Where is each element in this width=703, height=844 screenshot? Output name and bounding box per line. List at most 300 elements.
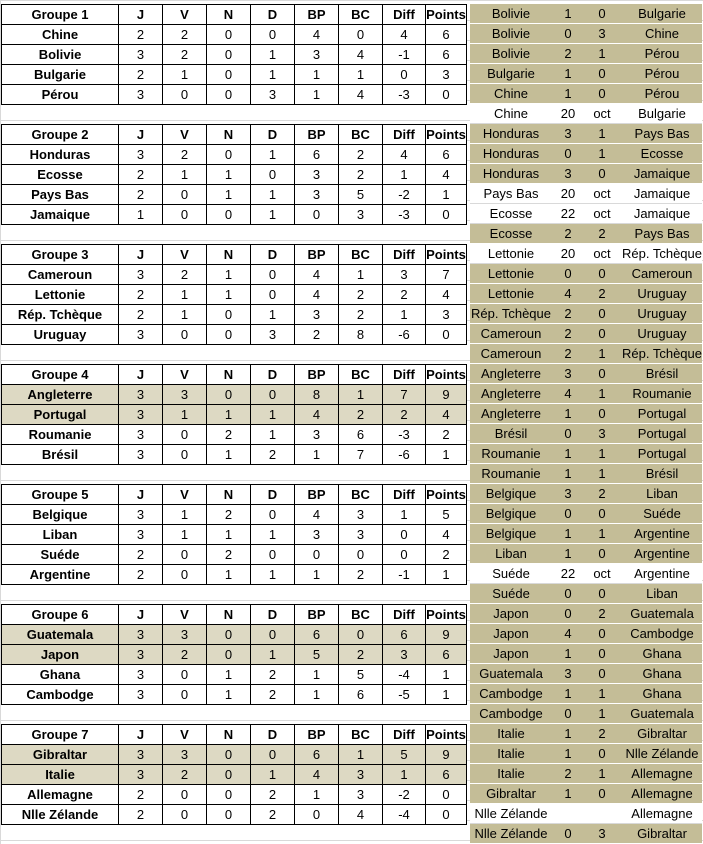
stat-cell[interactable]: 4 [383, 25, 426, 45]
team-name[interactable]: Nlle Zélande [2, 805, 119, 825]
column-header[interactable]: BP [295, 365, 339, 385]
away-team[interactable]: Bulgarie [638, 106, 686, 121]
stat-cell[interactable]: 2 [207, 425, 251, 445]
stat-cell[interactable]: 0 [163, 805, 207, 825]
home-team[interactable]: Chine [494, 106, 528, 121]
stat-cell[interactable]: 3 [119, 325, 163, 345]
home-team[interactable]: Roumanie [481, 466, 541, 481]
home-team[interactable]: Italie [497, 726, 525, 741]
stat-cell[interactable]: 1 [383, 165, 426, 185]
away-score[interactable]: 3 [598, 426, 606, 441]
stat-cell[interactable]: 0 [339, 25, 383, 45]
home-score[interactable]: 20 [560, 246, 576, 261]
home-team[interactable]: Lettonie [487, 286, 535, 301]
stat-cell[interactable]: -3 [383, 85, 426, 105]
home-team[interactable]: Cameroun [480, 326, 542, 341]
away-team[interactable]: Roumanie [632, 386, 692, 401]
team-name[interactable]: Ghana [2, 665, 119, 685]
stat-cell[interactable]: 3 [119, 765, 163, 785]
stat-cell[interactable]: 0 [251, 625, 295, 645]
stat-cell[interactable]: 2 [119, 805, 163, 825]
stat-cell[interactable]: 0 [207, 85, 251, 105]
stat-cell[interactable]: 1 [163, 405, 207, 425]
stat-cell[interactable]: 0 [207, 325, 251, 345]
home-team[interactable]: Honduras [482, 126, 540, 141]
stat-cell[interactable]: 3 [119, 45, 163, 65]
home-team[interactable]: Belgique [485, 506, 537, 521]
stat-cell[interactable]: 3 [119, 645, 163, 665]
away-score[interactable]: 1 [598, 686, 606, 701]
stat-cell[interactable]: 2 [426, 545, 467, 565]
home-team[interactable]: Liban [495, 546, 527, 561]
stat-cell[interactable]: 1 [295, 565, 339, 585]
team-name[interactable]: Argentine [2, 565, 119, 585]
team-name[interactable]: Ecosse [2, 165, 119, 185]
team-name[interactable]: Gibraltar [2, 745, 119, 765]
home-team[interactable]: Gibraltar [486, 786, 536, 801]
stat-cell[interactable]: 6 [426, 645, 467, 665]
stat-cell[interactable]: -1 [383, 565, 426, 585]
column-header[interactable]: Points [426, 365, 467, 385]
home-score[interactable]: 2 [564, 346, 572, 361]
stat-cell[interactable]: 2 [207, 545, 251, 565]
stat-cell[interactable]: 1 [339, 65, 383, 85]
team-name[interactable]: Portugal [2, 405, 119, 425]
column-header[interactable]: Points [426, 245, 467, 265]
home-score[interactable]: 20 [560, 106, 576, 121]
away-score[interactable]: oct [593, 246, 611, 261]
stat-cell[interactable]: 0 [207, 45, 251, 65]
stat-cell[interactable]: 0 [163, 425, 207, 445]
stat-cell[interactable]: 3 [119, 685, 163, 705]
column-header[interactable]: V [163, 605, 207, 625]
stat-cell[interactable]: 7 [339, 445, 383, 465]
home-score[interactable]: 2 [564, 306, 572, 321]
stat-cell[interactable]: 2 [119, 545, 163, 565]
column-header[interactable]: V [163, 485, 207, 505]
column-header[interactable]: Points [426, 605, 467, 625]
column-header[interactable]: Points [426, 485, 467, 505]
home-team[interactable]: Suéde [492, 586, 530, 601]
away-score[interactable]: 0 [598, 66, 606, 81]
stat-cell[interactable]: 2 [163, 765, 207, 785]
stat-cell[interactable]: 2 [339, 305, 383, 325]
stat-cell[interactable]: 0 [207, 385, 251, 405]
away-team[interactable]: Portugal [637, 446, 687, 461]
column-header[interactable]: Points [426, 5, 467, 25]
stat-cell[interactable]: 1 [383, 305, 426, 325]
column-header[interactable]: BP [295, 125, 339, 145]
home-score[interactable]: 1 [564, 746, 572, 761]
home-team[interactable]: Italie [497, 766, 525, 781]
away-team[interactable]: Allemagne [631, 806, 693, 821]
away-score[interactable]: 0 [598, 6, 606, 21]
home-team[interactable]: Suéde [492, 566, 530, 581]
stat-cell[interactable]: 6 [383, 625, 426, 645]
away-team[interactable]: Allemagne [631, 766, 693, 781]
stat-cell[interactable]: 3 [119, 445, 163, 465]
column-header[interactable]: J [119, 5, 163, 25]
home-score[interactable]: 22 [560, 566, 576, 581]
stat-cell[interactable]: 1 [426, 185, 467, 205]
away-score[interactable]: oct [593, 206, 611, 221]
home-score[interactable]: 4 [564, 286, 572, 301]
stat-cell[interactable]: 1 [251, 405, 295, 425]
home-team[interactable]: Honduras [482, 146, 540, 161]
stat-cell[interactable]: 3 [163, 745, 207, 765]
stat-cell[interactable]: 6 [426, 145, 467, 165]
away-team[interactable]: Argentine [634, 546, 690, 561]
stat-cell[interactable]: 1 [207, 685, 251, 705]
column-header[interactable]: Diff [383, 725, 426, 745]
home-team[interactable]: Nlle Zélande [474, 806, 548, 821]
team-name[interactable]: Pérou [2, 85, 119, 105]
away-score[interactable]: 3 [598, 826, 606, 841]
stat-cell[interactable]: 0 [339, 545, 383, 565]
stat-cell[interactable]: 4 [295, 25, 339, 45]
stat-cell[interactable]: 4 [426, 405, 467, 425]
stat-cell[interactable]: 2 [119, 185, 163, 205]
home-team[interactable]: Angleterre [481, 366, 541, 381]
stat-cell[interactable]: 2 [119, 305, 163, 325]
column-header[interactable]: N [207, 125, 251, 145]
home-team[interactable]: Lettonie [487, 266, 535, 281]
away-team[interactable]: Gibraltar [637, 726, 687, 741]
away-team[interactable]: Guatemala [630, 706, 694, 721]
away-team[interactable]: Bulgarie [638, 6, 686, 21]
stat-cell[interactable]: 2 [339, 145, 383, 165]
stat-cell[interactable]: 2 [163, 145, 207, 165]
stat-cell[interactable]: 2 [383, 405, 426, 425]
stat-cell[interactable]: 3 [119, 265, 163, 285]
stat-cell[interactable]: 9 [426, 745, 467, 765]
team-name[interactable]: Roumanie [2, 425, 119, 445]
stat-cell[interactable]: 4 [339, 45, 383, 65]
home-score[interactable]: 1 [564, 526, 572, 541]
stat-cell[interactable]: 5 [339, 185, 383, 205]
stat-cell[interactable]: 3 [163, 385, 207, 405]
away-score[interactable]: 2 [598, 606, 606, 621]
home-score[interactable]: 0 [564, 266, 572, 281]
away-score[interactable]: 0 [598, 586, 606, 601]
home-score[interactable]: 22 [560, 206, 576, 221]
away-team[interactable]: Uruguay [637, 326, 687, 341]
stat-cell[interactable]: 1 [207, 565, 251, 585]
away-score[interactable]: 2 [598, 226, 606, 241]
team-name[interactable]: Angleterre [2, 385, 119, 405]
stat-cell[interactable]: 9 [426, 625, 467, 645]
away-score[interactable]: 0 [598, 306, 606, 321]
stat-cell[interactable]: 4 [295, 285, 339, 305]
home-team[interactable]: Bulgarie [487, 66, 535, 81]
stat-cell[interactable]: 1 [426, 685, 467, 705]
stat-cell[interactable]: 1 [251, 205, 295, 225]
stat-cell[interactable]: 9 [426, 385, 467, 405]
stat-cell[interactable]: 6 [295, 745, 339, 765]
column-header[interactable]: N [207, 245, 251, 265]
away-score[interactable]: 0 [598, 266, 606, 281]
away-team[interactable]: Pays Bas [634, 226, 690, 241]
stat-cell[interactable]: 3 [119, 525, 163, 545]
column-header[interactable]: D [251, 485, 295, 505]
stat-cell[interactable]: 2 [251, 685, 295, 705]
stat-cell[interactable]: 1 [383, 505, 426, 525]
home-score[interactable]: 2 [564, 46, 572, 61]
home-team[interactable]: Belgique [485, 526, 537, 541]
column-header[interactable]: J [119, 125, 163, 145]
stat-cell[interactable]: 8 [295, 385, 339, 405]
stat-cell[interactable]: 1 [163, 505, 207, 525]
team-name[interactable]: Jamaique [2, 205, 119, 225]
home-score[interactable]: 0 [564, 426, 572, 441]
stat-cell[interactable]: 3 [383, 265, 426, 285]
team-name[interactable]: Uruguay [2, 325, 119, 345]
stat-cell[interactable]: 1 [339, 745, 383, 765]
stat-cell[interactable]: 1 [383, 765, 426, 785]
away-score[interactable]: 1 [598, 466, 606, 481]
home-team[interactable]: Nlle Zélande [474, 826, 548, 841]
stat-cell[interactable]: 2 [339, 645, 383, 665]
stat-cell[interactable]: 3 [383, 645, 426, 665]
stat-cell[interactable]: 1 [251, 65, 295, 85]
home-team[interactable]: Ecosse [489, 226, 533, 241]
away-score[interactable]: 1 [598, 706, 606, 721]
away-team[interactable]: Guatemala [630, 606, 694, 621]
stat-cell[interactable]: 3 [119, 665, 163, 685]
stat-cell[interactable]: 2 [251, 445, 295, 465]
home-team[interactable]: Bolivie [491, 26, 531, 41]
stat-cell[interactable]: 6 [339, 685, 383, 705]
stat-cell[interactable]: 3 [426, 65, 467, 85]
column-header[interactable]: Diff [383, 5, 426, 25]
stat-cell[interactable]: 6 [339, 425, 383, 445]
away-score[interactable]: 0 [598, 86, 606, 101]
column-header[interactable]: N [207, 725, 251, 745]
away-team[interactable]: Ecosse [640, 146, 684, 161]
team-name[interactable]: Bolivie [2, 45, 119, 65]
stat-cell[interactable]: 1 [207, 165, 251, 185]
away-team[interactable]: Ghana [642, 666, 682, 681]
away-team[interactable]: Nlle Zélande [625, 746, 699, 761]
away-team[interactable]: Chine [645, 26, 679, 41]
stat-cell[interactable]: 1 [251, 145, 295, 165]
home-score[interactable]: 1 [564, 446, 572, 461]
home-score[interactable]: 1 [564, 546, 572, 561]
team-name[interactable]: Belgique [2, 505, 119, 525]
away-score[interactable]: oct [593, 186, 611, 201]
away-team[interactable]: Liban [646, 586, 678, 601]
away-score[interactable]: 1 [598, 46, 606, 61]
column-header[interactable]: V [163, 125, 207, 145]
column-header[interactable]: Diff [383, 365, 426, 385]
team-name[interactable]: Honduras [2, 145, 119, 165]
away-team[interactable]: Cambodge [630, 626, 694, 641]
stat-cell[interactable]: 3 [339, 525, 383, 545]
column-header[interactable]: V [163, 365, 207, 385]
stat-cell[interactable]: 1 [295, 85, 339, 105]
stat-cell[interactable]: 0 [163, 785, 207, 805]
stat-cell[interactable]: 3 [119, 505, 163, 525]
home-score[interactable]: 3 [564, 366, 572, 381]
group-name[interactable]: Groupe 2 [2, 125, 119, 145]
stat-cell[interactable]: -2 [383, 185, 426, 205]
away-team[interactable]: Pérou [644, 86, 680, 101]
home-score[interactable]: 2 [564, 766, 572, 781]
column-header[interactable]: D [251, 725, 295, 745]
column-header[interactable]: BC [339, 245, 383, 265]
home-score[interactable]: 2 [564, 226, 572, 241]
home-team[interactable]: Cameroun [480, 346, 542, 361]
away-score[interactable]: 2 [598, 286, 606, 301]
group-name[interactable]: Groupe 5 [2, 485, 119, 505]
stat-cell[interactable]: 0 [207, 785, 251, 805]
stat-cell[interactable]: 6 [295, 625, 339, 645]
stat-cell[interactable]: -4 [383, 665, 426, 685]
away-team[interactable]: Portugal [637, 426, 687, 441]
stat-cell[interactable]: -2 [383, 785, 426, 805]
away-score[interactable]: 0 [598, 546, 606, 561]
column-header[interactable]: BC [339, 485, 383, 505]
stat-cell[interactable]: 3 [251, 325, 295, 345]
column-header[interactable]: D [251, 125, 295, 145]
away-team[interactable]: Brésil [645, 466, 679, 481]
home-team[interactable]: Roumanie [481, 446, 541, 461]
home-score[interactable]: 20 [560, 186, 576, 201]
team-name[interactable]: Suéde [2, 545, 119, 565]
home-team[interactable]: Angleterre [481, 386, 541, 401]
home-score[interactable]: 0 [564, 26, 572, 41]
column-header[interactable]: N [207, 485, 251, 505]
stat-cell[interactable]: 0 [426, 205, 467, 225]
column-header[interactable]: BP [295, 605, 339, 625]
home-score[interactable]: 1 [564, 686, 572, 701]
stat-cell[interactable]: 1 [295, 685, 339, 705]
column-header[interactable]: BP [295, 5, 339, 25]
stat-cell[interactable]: 1 [295, 665, 339, 685]
stat-cell[interactable]: 1 [119, 205, 163, 225]
stat-cell[interactable]: 0 [207, 645, 251, 665]
away-team[interactable]: Portugal [637, 406, 687, 421]
stat-cell[interactable]: 4 [426, 165, 467, 185]
home-score[interactable]: 1 [564, 6, 572, 21]
stat-cell[interactable]: 2 [426, 425, 467, 445]
team-name[interactable]: Lettonie [2, 285, 119, 305]
column-header[interactable]: BC [339, 605, 383, 625]
away-score[interactable]: 0 [598, 646, 606, 661]
stat-cell[interactable]: 0 [207, 25, 251, 45]
column-header[interactable]: BC [339, 125, 383, 145]
home-team[interactable]: Guatemala [479, 666, 543, 681]
away-score[interactable]: 0 [598, 366, 606, 381]
home-team[interactable]: Japon [493, 626, 529, 641]
away-score[interactable]: 1 [598, 766, 606, 781]
stat-cell[interactable]: 3 [119, 405, 163, 425]
stat-cell[interactable]: -4 [383, 805, 426, 825]
stat-cell[interactable]: 1 [339, 265, 383, 285]
column-header[interactable]: J [119, 245, 163, 265]
column-header[interactable]: D [251, 5, 295, 25]
stat-cell[interactable]: 1 [163, 285, 207, 305]
home-team[interactable]: Bolivie [491, 46, 531, 61]
stat-cell[interactable]: 2 [163, 25, 207, 45]
away-team[interactable]: Uruguay [637, 306, 687, 321]
home-score[interactable]: 3 [564, 666, 572, 681]
column-header[interactable]: D [251, 245, 295, 265]
away-team[interactable]: Pérou [644, 46, 680, 61]
stat-cell[interactable]: 2 [339, 285, 383, 305]
stat-cell[interactable]: 1 [251, 45, 295, 65]
home-score[interactable]: 0 [564, 606, 572, 621]
away-team[interactable]: Jamaique [633, 206, 691, 221]
column-header[interactable]: BC [339, 725, 383, 745]
stat-cell[interactable]: 2 [339, 165, 383, 185]
stat-cell[interactable]: 4 [339, 805, 383, 825]
stat-cell[interactable]: 2 [163, 45, 207, 65]
column-header[interactable]: J [119, 605, 163, 625]
home-score[interactable]: 1 [564, 86, 572, 101]
column-header[interactable]: V [163, 5, 207, 25]
stat-cell[interactable]: 0 [251, 385, 295, 405]
away-team[interactable]: Rép. Tchèque [622, 246, 702, 261]
home-score[interactable]: 1 [564, 726, 572, 741]
group-name[interactable]: Groupe 3 [2, 245, 119, 265]
home-score[interactable]: 0 [564, 506, 572, 521]
stat-cell[interactable]: 6 [426, 25, 467, 45]
home-team[interactable]: Japon [493, 646, 529, 661]
column-header[interactable]: N [207, 365, 251, 385]
stat-cell[interactable]: 1 [207, 445, 251, 465]
stat-cell[interactable]: 0 [426, 805, 467, 825]
stat-cell[interactable]: 2 [339, 405, 383, 425]
column-header[interactable]: D [251, 365, 295, 385]
stat-cell[interactable]: -1 [383, 45, 426, 65]
home-team[interactable]: Honduras [482, 166, 540, 181]
home-score[interactable]: 1 [564, 466, 572, 481]
stat-cell[interactable]: 2 [163, 265, 207, 285]
stat-cell[interactable]: 0 [251, 265, 295, 285]
stat-cell[interactable]: 5 [295, 645, 339, 665]
team-name[interactable]: Italie [2, 765, 119, 785]
column-header[interactable]: D [251, 605, 295, 625]
stat-cell[interactable]: 0 [295, 805, 339, 825]
away-team[interactable]: Ghana [642, 686, 682, 701]
home-score[interactable]: 3 [564, 126, 572, 141]
stat-cell[interactable]: 4 [426, 525, 467, 545]
stat-cell[interactable]: 3 [295, 165, 339, 185]
team-name[interactable]: Allemagne [2, 785, 119, 805]
home-score[interactable]: 1 [564, 66, 572, 81]
stat-cell[interactable]: 3 [339, 785, 383, 805]
group-name[interactable]: Groupe 7 [2, 725, 119, 745]
stat-cell[interactable]: 0 [251, 745, 295, 765]
away-team[interactable]: Allemagne [631, 786, 693, 801]
stat-cell[interactable]: 0 [339, 625, 383, 645]
stat-cell[interactable]: 0 [251, 505, 295, 525]
home-score[interactable]: 3 [564, 166, 572, 181]
home-score[interactable]: 4 [564, 626, 572, 641]
away-team[interactable]: Uruguay [637, 286, 687, 301]
away-score[interactable]: 1 [598, 146, 606, 161]
home-team[interactable]: Pays Bas [483, 186, 539, 201]
stat-cell[interactable]: 0 [163, 85, 207, 105]
stat-cell[interactable]: 0 [426, 325, 467, 345]
stat-cell[interactable]: 2 [119, 25, 163, 45]
stat-cell[interactable]: 0 [295, 205, 339, 225]
away-score[interactable]: 1 [598, 386, 606, 401]
home-score[interactable]: 0 [564, 826, 572, 841]
stat-cell[interactable]: 3 [339, 765, 383, 785]
team-name[interactable]: Bulgarie [2, 65, 119, 85]
